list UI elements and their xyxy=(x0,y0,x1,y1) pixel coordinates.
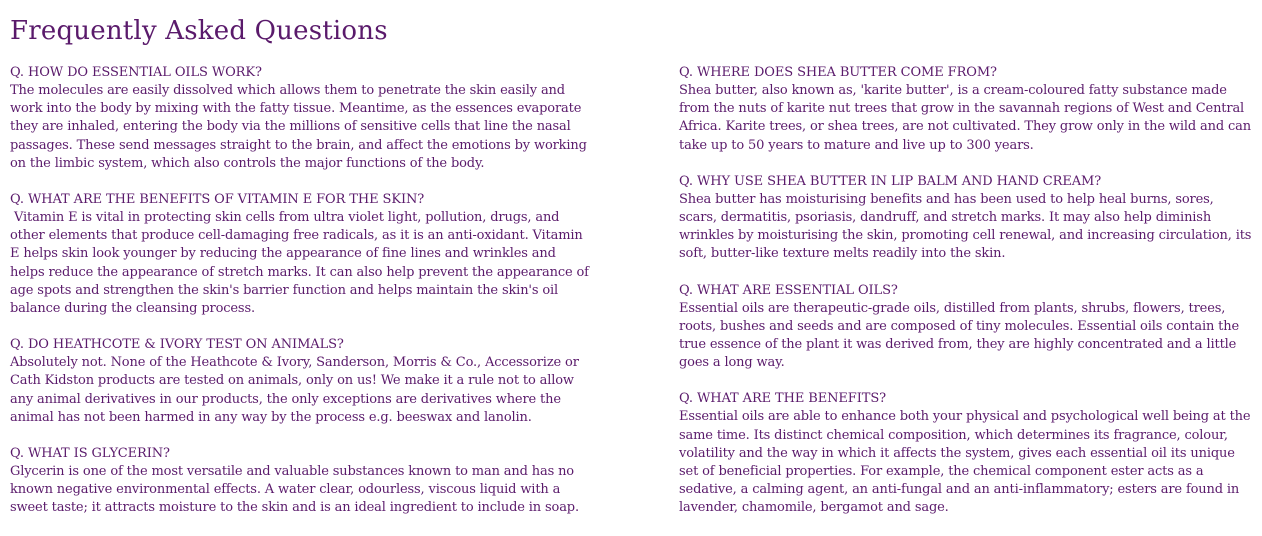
faq-item-vitamin-e xyxy=(10,191,593,318)
faq-question: Q. DO HEATHCOTE & IVORY TEST ON ANIMALS? xyxy=(10,337,344,353)
faq-item-shea-butter-use xyxy=(679,173,1254,264)
faq-answer: The molecules are easily dissolved which allows them to penetrate the skin easily and work into the body by mixing with the fatty tissue. Meantime, as the essences evaporate they are inhaled, entering the body via the millions of sensitive cells that line the nasal passages. These send messages straight to the brain, and affect the emotions by working on the limbic system, which also controls the major functions of the body. xyxy=(10,83,591,171)
faq-question: Q. WHAT ARE ESSENTIAL OILS? xyxy=(679,282,898,298)
faq-item-essential-oils-work xyxy=(10,64,590,173)
faq-question: Q. HOW DO ESSENTIAL OILS WORK? xyxy=(10,65,262,80)
faq-question: Q. WHAT IS GLYCERIN? xyxy=(10,446,170,462)
faq-answer: Glycerin is one of the most versatile and valuable substances known to man and has no known negative environmental effects. A water clear, odourless, viscous liquid with a sweet taste; it attracts moisture to the skin and is an ideal ingredient to include in soap. xyxy=(10,464,579,516)
faq-item-what-are-essential-oils xyxy=(679,282,1254,373)
faq-question: Q. WHAT ARE THE BENEFITS OF VITAMIN E FOR THE SKIN? xyxy=(10,192,425,208)
faq-right-column xyxy=(679,64,1254,536)
faq-item-shea-butter-origin xyxy=(679,64,1254,155)
faq-item-animal-testing xyxy=(10,336,590,427)
faq-answer: Shea butter has moisturising benefits and has been used to help heal burns, sores, scars, dermatitis, psoriasis, dandruff, and stretch marks. It may also help diminish wrinkles by moisturising the skin, promoting cell renewal, and increasing circulation, its soft, butter-like texture melts readily into the skin. xyxy=(679,191,1256,262)
faq-answer: Essential oils are therapeutic-grade oils, distilled from plants, shrubs, flowers, trees, roots, bushes and seeds and are composed of tiny molecules. Essential oils contain the true essence of the plant it was derived from, they are highly concentrated and a little goes a long way. xyxy=(679,300,1243,371)
faq-answer: Vitamin E is vital in protecting skin cells from ultra violet light, pollution, drugs, and other elements that produce cell-damaging free radicals, as it is an anti-oxidant. Vitamin E helps skin look younger by reducing the appearance of fine lines and wrinkles and helps reduce the appearance of stretch marks. It can also help prevent the appearance of age spots and strengthen the skin's barrier function and helps maintain the skin's oil balance during the cleansing process. xyxy=(10,210,593,317)
faq-item-benefits xyxy=(679,390,1254,517)
faq-question: Q. WHERE DOES SHEA BUTTER COME FROM? xyxy=(679,65,997,80)
page-title: Frequently Asked Questions xyxy=(10,16,388,46)
faq-question: Q. WHAT ARE THE BENEFITS? xyxy=(679,391,886,407)
faq-question: Q. WHY USE SHEA BUTTER IN LIP BALM AND HAND CREAM? xyxy=(679,173,1102,189)
faq-left-column xyxy=(10,64,593,536)
faq-answer: Shea butter, also known as, 'karite butter', is a cream-coloured fatty substance made from the nuts of karite nut trees that grow in the savannah regions of West and Central Africa. Karite trees, or shea trees, are not cultivated. They grow only in the wild and can take up to 50 years to mature and live up to 300 years. xyxy=(679,83,1255,153)
faq-item-glycerin xyxy=(10,445,590,518)
faq-answer: Essential oils are able to enhance both your physical and psychological well being at the same time. Its distinct chemical composition, which determines its fragrance, colour, volatility and the way in which it affects the system, gives each essential oil its unique set of beneficial properties. For example, the chemical component ester acts as a sedative, a calming agent, an anti-fungal and an anti-inflammatory; esters are found in lavender, chamomile, bergamot and sage. xyxy=(679,409,1255,516)
faq-answer: Absolutely not. None of the Heathcote & Ivory, Sanderson, Morris & Co., Accessorize or Cath Kidston products are tested on animals, only on us! We make it a rule not to allow any animal derivatives in our products, the only exceptions are derivatives where the animal has not been harmed in any way by the process e.g. beeswax and lanolin. xyxy=(10,355,583,425)
